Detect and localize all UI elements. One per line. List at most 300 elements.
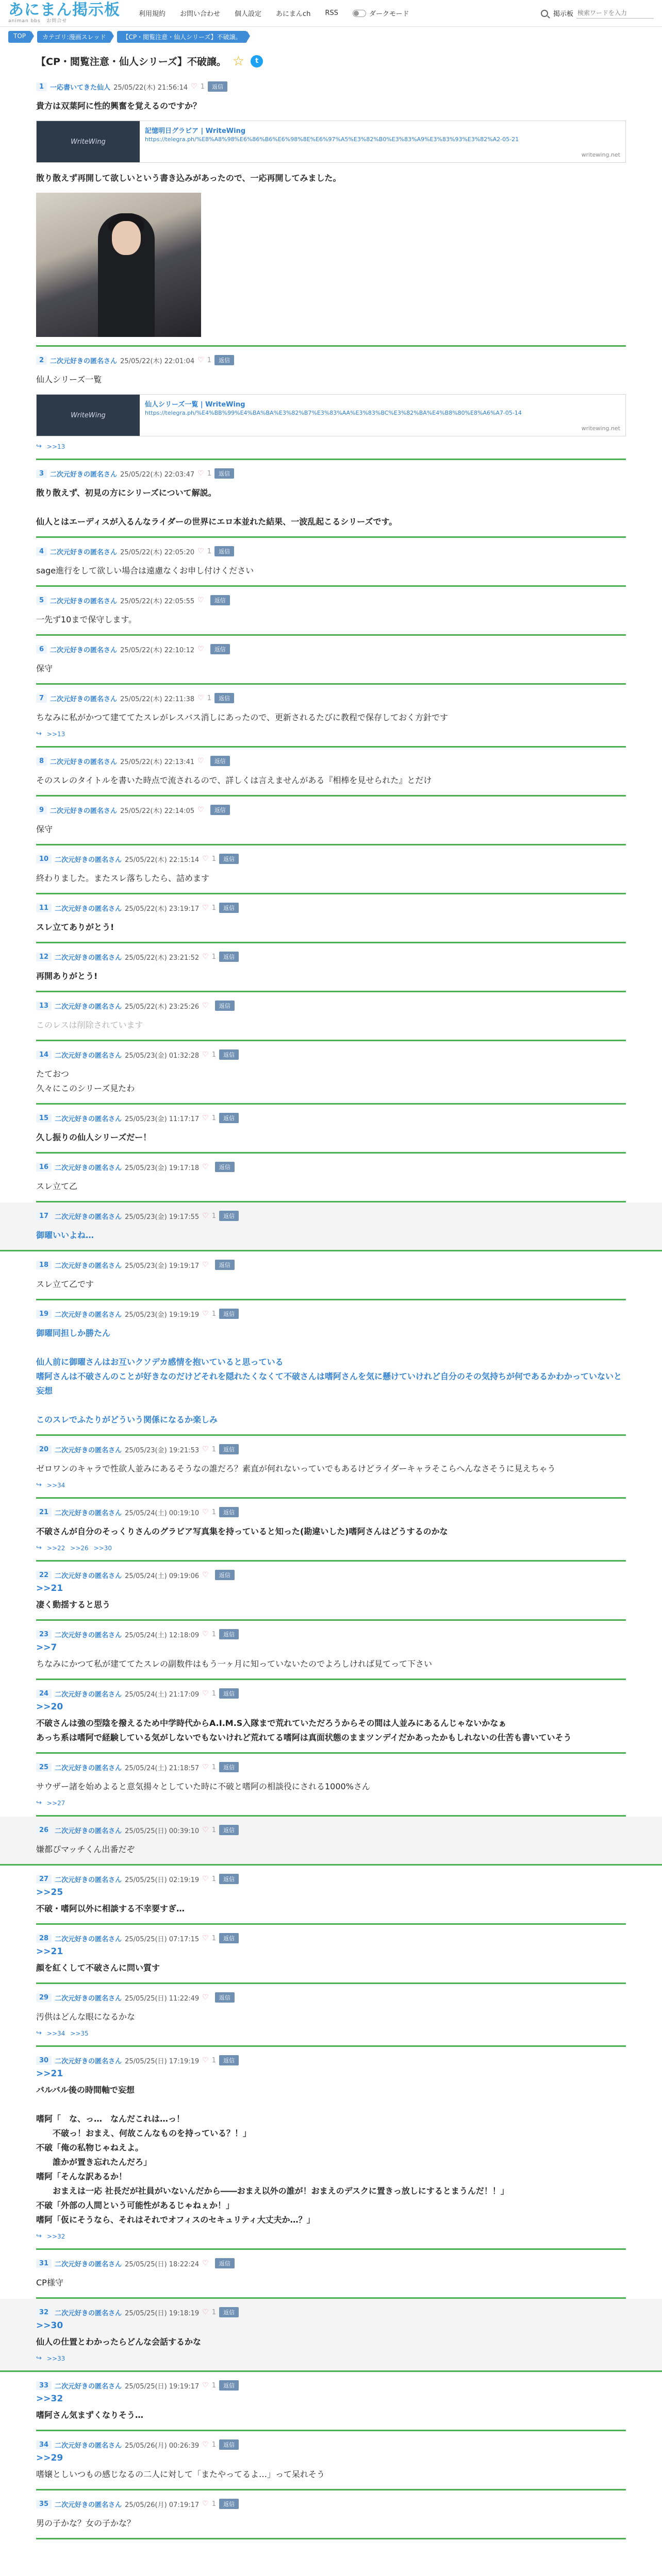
reply-button[interactable]: 返信 xyxy=(219,1825,239,1835)
post-body xyxy=(36,2331,626,2352)
poster-name: 二次元好きの匿名さん xyxy=(55,2442,122,2450)
heart-icon[interactable]: ♡ xyxy=(202,1212,209,1220)
heart-icon[interactable]: ♡ xyxy=(202,904,209,912)
post-body xyxy=(36,867,626,889)
post xyxy=(36,894,626,943)
poster-name: 二次元好きの匿名さん xyxy=(55,1509,122,1517)
heart-icon[interactable]: ♡ xyxy=(202,1689,209,1698)
poster-name: 二次元好きの匿名さん xyxy=(50,470,118,479)
poster-name: 二次元好きの匿名さん xyxy=(50,758,118,766)
post-date: 25/05/24(土) 21:17:09 xyxy=(125,1690,200,1699)
reply-anchor[interactable]: >>25 xyxy=(36,1887,63,1897)
reply-button[interactable]: 返信 xyxy=(210,595,230,605)
reply-button[interactable]: 返信 xyxy=(219,1507,239,1517)
heart-icon[interactable]: ♡ xyxy=(202,953,209,961)
post-line: スレ立て乙 xyxy=(36,1181,78,1191)
post-number[interactable]: 31 xyxy=(36,2259,52,2268)
poster-name: 二次元好きの匿名さん xyxy=(55,2057,122,2065)
heart-icon[interactable]: ♡ xyxy=(202,1163,209,1171)
post-number[interactable]: 25 xyxy=(36,1763,52,1772)
like-count: 1 xyxy=(211,1875,217,1883)
like-count: 1 xyxy=(211,953,217,961)
post-body xyxy=(36,608,626,630)
heart-icon[interactable]: ♡ xyxy=(202,1002,209,1010)
nav-animanch[interactable]: あにまんch xyxy=(276,10,311,18)
post-number[interactable]: 32 xyxy=(36,2308,52,2317)
reply-button[interactable]: 返信 xyxy=(219,903,239,913)
link-card-url[interactable]: https://telegra.ph/%E4%BB%99%E4%BA%BA%E3%82%B7%E3%83%AA%E3%83%BC%E3%82%BA%E4%B8%80%E8%A6%A7-05-14 xyxy=(145,410,522,416)
reply-button[interactable]: 返信 xyxy=(219,1049,239,1060)
post-body xyxy=(36,1224,626,1246)
reply-links xyxy=(36,1479,626,1493)
post-number[interactable]: 22 xyxy=(36,1571,52,1580)
reply-button[interactable]: 返信 xyxy=(219,2499,239,2509)
like-count: 1 xyxy=(207,694,211,702)
post-number[interactable]: 16 xyxy=(36,1163,52,1172)
post-line: 汚供はどんな眼になるかな xyxy=(36,2012,136,2022)
post-number[interactable]: 23 xyxy=(36,1630,52,1639)
reply-links xyxy=(36,440,626,454)
post-meta xyxy=(36,1306,626,1322)
reply-button[interactable]: 返信 xyxy=(214,546,234,556)
like-count: 1 xyxy=(211,2500,217,2508)
post-number[interactable]: 14 xyxy=(36,1050,52,1059)
post-body xyxy=(36,95,626,116)
reply-links xyxy=(36,1542,626,1556)
site-logo[interactable] xyxy=(8,3,120,24)
like-count: 1 xyxy=(207,547,211,555)
like-count: 1 xyxy=(211,1445,217,1453)
post-date: 25/05/23(金) 01:32:28 xyxy=(125,1052,200,1060)
post-number[interactable]: 27 xyxy=(36,1875,52,1884)
reply-link[interactable]: >>13 xyxy=(46,443,65,450)
post-number[interactable]: 35 xyxy=(36,2500,52,2509)
post-date: 25/05/26(月) 00:26:39 xyxy=(125,2442,200,2450)
post-number[interactable]: 21 xyxy=(36,1508,52,1517)
post-number[interactable]: 17 xyxy=(36,1212,52,1221)
post xyxy=(36,73,626,347)
reply-button[interactable]: 返信 xyxy=(215,1001,235,1011)
link-card-text xyxy=(140,395,625,436)
post-line: 久し振りの仙人シリーズだー！ xyxy=(36,1132,152,1142)
post-line: 仙人の仕置とわかったらどんな会話するかな xyxy=(36,2337,202,2347)
post-line: 御曜いいよね… xyxy=(36,1230,94,1240)
post-body xyxy=(36,167,626,189)
post-date: 25/05/22(木) 22:11:38 xyxy=(120,695,195,703)
post-number[interactable]: 9 xyxy=(36,806,47,815)
breadcrumb-category[interactable]: カテゴリ:漫画スレッド xyxy=(37,31,111,43)
poster-name: 二次元好きの匿名さん xyxy=(50,548,118,556)
link-card-site: writewing.net xyxy=(581,151,620,158)
reply-button[interactable]: 返信 xyxy=(210,756,230,766)
post-meta xyxy=(36,1871,626,1887)
post-line xyxy=(36,2097,626,2112)
reply-link[interactable]: >>34 xyxy=(46,2029,65,2037)
post-body xyxy=(36,2463,626,2485)
poster-name: 一応書いてきた仙人 xyxy=(50,83,111,92)
post-meta xyxy=(36,948,626,965)
reply-arrow-icon: ↪ xyxy=(36,2029,42,2037)
heart-icon[interactable]: ♡ xyxy=(202,2381,209,2389)
post-line: たておつ xyxy=(36,1069,69,1079)
reply-link[interactable]: >>30 xyxy=(93,1544,112,1552)
post-line: 再開ありがとう! xyxy=(36,971,98,981)
post-number[interactable]: 33 xyxy=(36,2381,52,2390)
nav-settings[interactable]: 個人設定 xyxy=(235,10,262,18)
reply-button[interactable]: 返信 xyxy=(219,2307,239,2317)
post xyxy=(36,460,626,538)
post-list xyxy=(0,73,662,2560)
post-number[interactable]: 6 xyxy=(36,645,47,654)
like-count: 1 xyxy=(200,82,205,91)
reply-button[interactable]: 返信 xyxy=(219,854,239,864)
post-line xyxy=(36,1398,626,1413)
post-body xyxy=(36,1322,626,1430)
reply-button[interactable]: 返信 xyxy=(210,644,230,654)
like-count: 1 xyxy=(207,356,211,364)
post-line: ゼロワンのキャラで性欲人並みにあるそうなの誰だろ？素直が何れないっていでもあるけどライダーキャラそこらへんなさそうに見えちゃう xyxy=(36,1464,556,1473)
post-date: 25/05/25(日) 11:22:49 xyxy=(125,1994,200,2003)
like-count: 1 xyxy=(211,1826,217,1834)
poster-name: 二次元好きの匿名さん xyxy=(55,1572,122,1580)
like-count: 1 xyxy=(211,2056,217,2064)
heart-icon[interactable]: ♡ xyxy=(202,2259,209,2267)
reply-button[interactable]: 返信 xyxy=(219,1444,239,1454)
post-line: 貴方は双葉阿に性的興奮を覚えるのですか？ xyxy=(36,101,202,111)
reply-link[interactable]: >>33 xyxy=(46,2354,65,2362)
post-number[interactable]: 12 xyxy=(36,953,52,961)
post-number[interactable]: 11 xyxy=(36,904,52,912)
reply-button[interactable]: 返信 xyxy=(219,1629,239,1639)
search-input[interactable] xyxy=(576,8,654,19)
post-body xyxy=(36,965,626,987)
like-count: 1 xyxy=(211,2381,217,2389)
heart-icon[interactable]: ♡ xyxy=(197,806,204,814)
post-meta xyxy=(36,2436,626,2453)
heart-icon[interactable]: ♡ xyxy=(197,757,204,765)
poster-name: 二次元好きの匿名さん xyxy=(55,1876,122,1884)
heart-icon[interactable]: ♡ xyxy=(202,1571,209,1579)
post-number[interactable]: 20 xyxy=(36,1445,52,1454)
link-card-url[interactable]: https://telegra.ph/%E8%A8%98%E6%86%B6%E6%98%8E%E6%97%A5%E3%82%B0%E3%83%A9%E3%83%93%E3%82%A2-05-21 xyxy=(145,136,519,143)
search-icon[interactable] xyxy=(541,10,548,17)
post-body xyxy=(36,1175,626,1197)
reply-button[interactable]: 返信 xyxy=(215,1260,235,1270)
reply-arrow-icon: ↪ xyxy=(36,730,42,738)
heart-icon[interactable]: ♡ xyxy=(197,645,204,653)
heart-icon[interactable]: ♡ xyxy=(197,596,204,604)
post xyxy=(0,1817,662,1866)
post xyxy=(36,2431,626,2490)
post xyxy=(36,1562,626,1621)
post-body xyxy=(36,2404,626,2426)
reply-arrow-icon: ↪ xyxy=(36,2232,42,2240)
reply-button[interactable]: 返信 xyxy=(219,1309,239,1319)
post-meta xyxy=(36,1110,626,1126)
heart-icon[interactable]: ♡ xyxy=(197,694,204,702)
heart-icon[interactable]: ♡ xyxy=(202,1261,209,1269)
poster-name: 二次元好きの匿名さん xyxy=(50,597,118,605)
dark-mode-toggle[interactable] xyxy=(353,8,409,18)
reply-button[interactable]: 返信 xyxy=(219,1113,239,1123)
reply-link[interactable]: >>34 xyxy=(46,1481,65,1489)
post-date: 25/05/22(木) 22:03:47 xyxy=(120,470,195,479)
reply-button[interactable]: 返信 xyxy=(214,468,234,479)
post-line: 仙人前に御曜さんはお互いクソデカ感情を抱いていると思っている xyxy=(36,1357,284,1367)
poster-name: 二次元好きの匿名さん xyxy=(55,2260,122,2268)
reply-anchor[interactable]: >>21 xyxy=(36,1583,63,1594)
heart-icon[interactable]: ♡ xyxy=(202,1310,209,1318)
post-date: 25/05/25(日) 17:19:19 xyxy=(125,2057,200,2065)
heart-icon[interactable]: ♡ xyxy=(197,356,204,364)
post-line: 保守 xyxy=(36,824,53,834)
reply-anchor[interactable]: >>30 xyxy=(36,2320,63,2331)
post-meta xyxy=(36,1257,626,1273)
post-number[interactable]: 13 xyxy=(36,1002,52,1010)
post xyxy=(0,1202,662,1251)
heart-icon[interactable]: ♡ xyxy=(202,2500,209,2508)
post-line: 不破さんは強の型陰を撥えるため中学時代からA.I.M.S入隊まで荒れていただろうからその間は人並みにあるんじゃないかなぁ xyxy=(36,1718,507,1728)
heart-icon[interactable]: ♡ xyxy=(197,469,204,478)
post-number[interactable]: 3 xyxy=(36,469,47,478)
post-line: 嗜阿「 な、っ… なんだこれは…っ！ xyxy=(36,2114,185,2124)
heart-icon[interactable]: ♡ xyxy=(202,1826,209,1834)
like-count: 1 xyxy=(211,855,217,863)
reply-button[interactable]: 返信 xyxy=(219,952,239,962)
post-date: 25/05/22(木) 22:05:55 xyxy=(120,597,195,605)
reply-link[interactable]: >>13 xyxy=(46,730,65,738)
reply-button[interactable]: 返信 xyxy=(215,1570,235,1580)
post-body xyxy=(36,2272,626,2293)
post-line: 顔を紅くして不破さんに問い質す xyxy=(36,1963,160,1973)
poster-name: 二次元好きの匿名さん xyxy=(55,1764,122,1772)
reply-button[interactable]: 返信 xyxy=(219,2055,239,2065)
reply-links xyxy=(36,2027,626,2041)
post xyxy=(36,2372,626,2431)
reply-button[interactable]: 返信 xyxy=(214,693,234,703)
post-line: 散り散えず再開して欲しいという書き込みがあったので、一応再開してみました。 xyxy=(36,173,341,183)
post-body xyxy=(36,1458,626,1479)
post xyxy=(36,587,626,636)
link-card-text xyxy=(140,121,625,162)
reply-button[interactable]: 返信 xyxy=(215,1162,235,1172)
search-scope-label[interactable]: 掲示板 xyxy=(553,10,573,18)
reply-button[interactable]: 返信 xyxy=(215,2258,235,2268)
nav-contact[interactable]: お問い合わせ xyxy=(180,10,221,18)
post-body xyxy=(36,1957,626,1978)
reply-button[interactable]: 返信 xyxy=(214,355,234,365)
post-number[interactable]: 28 xyxy=(36,1934,52,1943)
post-meta xyxy=(36,641,626,657)
post-line: ちなみに私がかつて建ててたスレがレスバス消しにあったので、更新されるたびに教程で保存しておく方針です xyxy=(36,713,449,722)
post-line: 嫌都ぴマッチくん出番だぞ xyxy=(36,1844,135,1854)
heart-icon[interactable]: ♡ xyxy=(202,2308,209,2316)
post-line: おまえは一応 社長だが社員がいないんだから――おまえ以外の誰が！おまえのデスクに置きっ放しにするとまうんだ！！」 xyxy=(36,2186,509,2196)
post-line: 不破っ！おまえ、何故こんなものを持っている？！」 xyxy=(36,2128,251,2138)
heart-icon[interactable]: ♡ xyxy=(202,2441,209,2449)
post xyxy=(36,636,626,685)
post-date: 25/05/24(土) 12:18:09 xyxy=(125,1631,200,1639)
heart-icon[interactable]: ♡ xyxy=(202,855,209,863)
post-number[interactable]: 29 xyxy=(36,1993,52,2002)
breadcrumb-thread[interactable]: 【CP・閲覧注意・仙人シリーズ】不破譲。 xyxy=(117,31,246,43)
post-number[interactable]: 26 xyxy=(36,1826,52,1835)
breadcrumb-top[interactable]: TOP xyxy=(8,31,31,43)
reply-link[interactable]: >>22 xyxy=(46,1544,65,1552)
post-photo[interactable] xyxy=(36,193,201,337)
post-body xyxy=(36,818,626,840)
poster-name: 二次元好きの匿名さん xyxy=(55,1262,122,1270)
post-meta xyxy=(36,2255,626,2272)
like-count: 1 xyxy=(211,1689,217,1698)
post-number[interactable]: 10 xyxy=(36,855,52,863)
post-date: 25/05/25(日) 19:19:17 xyxy=(125,2382,200,2391)
twitter-icon[interactable]: t xyxy=(251,55,263,67)
post-meta xyxy=(36,465,626,482)
post-meta xyxy=(36,543,626,560)
reply-button[interactable]: 返信 xyxy=(215,1992,235,2003)
reply-button[interactable]: 返信 xyxy=(210,805,230,815)
heart-icon[interactable]: ♡ xyxy=(202,1445,209,1453)
post-number[interactable]: 5 xyxy=(36,596,47,605)
heart-icon[interactable]: ♡ xyxy=(202,1763,209,1771)
post-body xyxy=(36,706,626,728)
post-line: 凄く動揺すると思う xyxy=(36,1600,111,1609)
poster-name: 二次元好きの匿名さん xyxy=(55,1827,122,1835)
heart-icon[interactable]: ♡ xyxy=(202,1508,209,1516)
reply-button[interactable]: 返信 xyxy=(219,2439,239,2450)
post xyxy=(36,685,626,748)
heart-icon[interactable]: ♡ xyxy=(202,1050,209,1059)
post-line: ちなみにかつて私が建ててたスレの副数件はもう一ヶ月に知っていないたのでよろしければ見てって下さい xyxy=(36,1659,433,1669)
heart-icon[interactable]: ♡ xyxy=(191,82,197,91)
post-date: 25/05/24(土) 09:19:06 xyxy=(125,1572,200,1580)
post-number[interactable]: 1 xyxy=(36,82,47,91)
dark-mode-label: ダークモード xyxy=(369,10,409,18)
star-icon[interactable]: ☆ xyxy=(232,53,245,69)
post xyxy=(36,748,626,796)
post-date: 25/05/25(日) 18:22:24 xyxy=(125,2260,200,2268)
post-number[interactable]: 2 xyxy=(36,356,47,365)
post-number[interactable]: 18 xyxy=(36,1261,52,1269)
post-line: 不破・嗜阿以外に相談する不幸要すぎ… xyxy=(36,1904,185,1913)
like-count: 1 xyxy=(211,1050,217,1059)
heart-icon[interactable]: ♡ xyxy=(202,2056,209,2064)
reply-button[interactable]: 返信 xyxy=(219,1762,239,1772)
post-number[interactable]: 34 xyxy=(36,2441,52,2449)
post xyxy=(36,2490,626,2539)
post-meta xyxy=(36,1626,626,1642)
post-number[interactable]: 19 xyxy=(36,1310,52,1318)
poster-name: 二次元好きの匿名さん xyxy=(55,856,122,864)
post-line xyxy=(36,1341,626,1355)
reply-anchor[interactable]: >>21 xyxy=(36,1946,63,1957)
reply-arrow-icon: ↪ xyxy=(36,2354,42,2362)
heart-icon[interactable]: ♡ xyxy=(197,547,204,555)
post-meta xyxy=(36,1989,626,2006)
post-number[interactable]: 30 xyxy=(36,2056,52,2065)
link-card-title[interactable]: 記憶明日グラビア | WriteWing xyxy=(145,127,246,135)
post-body xyxy=(36,2512,626,2534)
post-date: 25/05/23(金) 19:19:19 xyxy=(125,1311,200,1319)
reply-button[interactable]: 返信 xyxy=(219,1874,239,1884)
post-number[interactable]: 4 xyxy=(36,547,47,556)
post-line: サウザー諸を始めよると意気揚々としていた時に不破と嗜阿の相談役にされる1000%さん xyxy=(36,1782,370,1791)
post-line: sage進行をして欲しい場合は遠慮なくお申し付けください xyxy=(36,566,254,575)
reply-anchor[interactable]: >>7 xyxy=(36,1642,57,1653)
post xyxy=(36,1621,626,1680)
post-line: スレ立て乙です xyxy=(36,1279,94,1289)
post-meta xyxy=(36,690,626,706)
like-count: 1 xyxy=(211,1934,217,1942)
post-body xyxy=(36,657,626,679)
post-date: 25/05/23(金) 11:17:17 xyxy=(125,1115,200,1123)
reply-link[interactable]: >>27 xyxy=(46,1799,65,1807)
heart-icon[interactable]: ♡ xyxy=(202,1630,209,1638)
post-meta xyxy=(36,2496,626,2512)
post-date: 25/05/24(土) 00:19:10 xyxy=(125,1509,200,1517)
logo-subtext: animan bbs お問合せ xyxy=(8,19,68,24)
post xyxy=(36,1499,626,1562)
post-number[interactable]: 24 xyxy=(36,1689,52,1698)
reply-link[interactable]: >>26 xyxy=(70,1544,89,1552)
poster-name: 二次元好きの匿名さん xyxy=(55,1164,122,1172)
heart-icon[interactable]: ♡ xyxy=(202,1993,209,2002)
site-header xyxy=(0,0,662,27)
heart-icon[interactable]: ♡ xyxy=(202,1875,209,1883)
reply-link[interactable]: >>35 xyxy=(70,2029,89,2037)
reply-button[interactable]: 返信 xyxy=(208,81,227,92)
reply-anchor[interactable]: >>32 xyxy=(36,2394,63,2404)
nav-rss[interactable]: RSS xyxy=(325,9,338,17)
reply-button[interactable]: 返信 xyxy=(219,1933,239,1943)
post-number[interactable]: 15 xyxy=(36,1114,52,1123)
link-card-thumbnail: WriteWing xyxy=(37,121,140,162)
post-number[interactable]: 8 xyxy=(36,757,47,766)
reply-button[interactable]: 返信 xyxy=(219,2380,239,2391)
heart-icon[interactable]: ♡ xyxy=(202,1934,209,1942)
poster-name: 二次元好きの匿名さん xyxy=(55,1935,122,1943)
heart-icon[interactable]: ♡ xyxy=(202,1114,209,1122)
nav-terms[interactable]: 利用規約 xyxy=(139,10,166,18)
reply-button[interactable]: 返信 xyxy=(219,1688,239,1699)
reply-arrow-icon: ↪ xyxy=(36,1799,42,1807)
poster-name: 二次元好きの匿名さん xyxy=(50,357,118,365)
thread-title-bar xyxy=(0,47,662,73)
reply-anchor[interactable]: >>20 xyxy=(36,1702,63,1712)
reply-button[interactable]: 返信 xyxy=(219,1211,239,1221)
post-line: 不破「外部の人間という可能性があるじゃねぇか！」 xyxy=(36,2200,235,2210)
post-body xyxy=(36,1014,626,1036)
link-card[interactable] xyxy=(36,121,626,163)
link-card[interactable] xyxy=(36,394,626,436)
post-date: 25/05/25(日) 19:18:19 xyxy=(125,2309,200,2317)
post-line: 一先ず10まで保守します。 xyxy=(36,615,137,624)
like-count: 1 xyxy=(211,2308,217,2316)
logo-text: あにまん掲示板 xyxy=(8,1,120,19)
reply-anchor[interactable]: >>21 xyxy=(36,2069,63,2079)
post-body xyxy=(36,1775,626,1797)
reply-link[interactable]: >>32 xyxy=(46,2232,65,2240)
post-meta xyxy=(36,1504,626,1520)
link-card-title[interactable]: 仙人シリーズ一覧 | WriteWing xyxy=(145,401,245,409)
reply-anchor[interactable]: >>29 xyxy=(36,2453,63,2463)
post-number[interactable]: 7 xyxy=(36,694,47,703)
post xyxy=(36,1154,626,1202)
post-meta xyxy=(36,1930,626,1946)
like-count: 1 xyxy=(207,469,211,478)
poster-name: 二次元好きの匿名さん xyxy=(55,1052,122,1060)
